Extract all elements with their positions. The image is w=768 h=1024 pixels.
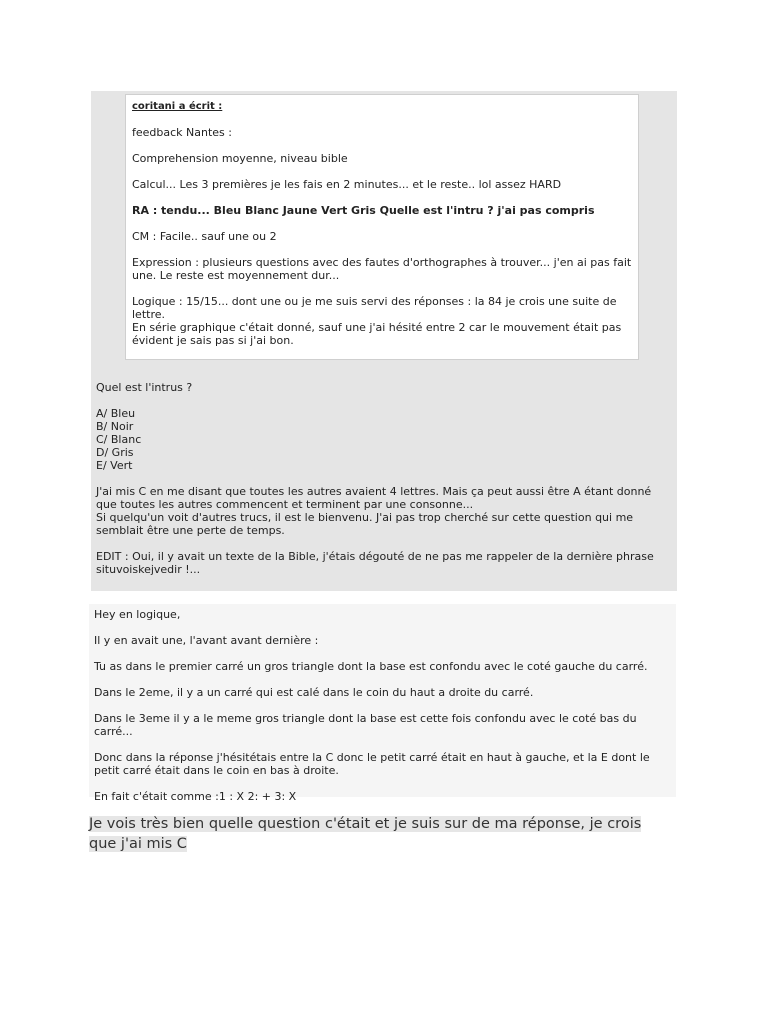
post-line: Hey en logique, xyxy=(94,608,181,621)
post-line: Dans le 2eme, il y a un carré qui est calé dans le coin du haut a droite du carré. xyxy=(94,686,534,699)
post-body xyxy=(96,381,674,589)
reply-text xyxy=(89,814,671,854)
edit-note: EDIT : Oui, il y avait un texte de la Bible, j'étais dégouté de ne pas me rappeler de la dernière phrase situvoiskejvedir !... xyxy=(96,550,654,576)
answer-options: A/ Bleu B/ Noir C/ Blanc D/ Gris E/ Vert xyxy=(96,407,142,472)
post-line: En fait c'était comme :1 : X 2: + 3: X xyxy=(94,790,297,803)
answer-explanation: J'ai mis C en me disant que toutes les autres avaient 4 lettres. Mais ça peut aussi être A étant donné que toutes les autres commencent et terminent par une consonne... Si quelqu'un voit d'autres trucs, il est le bienvenu. J'ai pas trop cherché sur cette question qui me semblait être une perte de temps. xyxy=(96,485,652,537)
forum-post-screenshot xyxy=(91,91,677,591)
quote-line: Expression : plusieurs questions avec des fautes d'orthographes à trouver... j'en ai pas fait une. Le reste est moyennement dur... xyxy=(132,256,632,282)
quote-line: Comprehension moyenne, niveau bible xyxy=(132,152,348,165)
quote-line: CM : Facile.. sauf une ou 2 xyxy=(132,230,277,243)
post-line: Dans le 3eme il y a le meme gros triangle dont la base est cette fois confondu avec le coté bas du carré... xyxy=(94,712,637,738)
quote-line: Logique : 15/15... dont une ou je me suis servi des réponses : la 84 je crois une suite de lettre. En série graphique c'était donné, sauf une j'ai hésité entre 2 car le mouvement était pas évident je sais pas si j'ai bon. xyxy=(132,295,622,347)
forum-post-screenshot-2 xyxy=(89,604,676,803)
quote-line: feedback Nantes : xyxy=(132,126,232,139)
quote-author: coritani a écrit : xyxy=(132,101,223,112)
post-line: Il y en avait une, l'avant avant dernière : xyxy=(94,634,319,647)
question-text: Quel est l'intrus ? xyxy=(96,381,193,394)
post-line: Tu as dans le premier carré un gros triangle dont la base est confondu avec le coté gauche du carré. xyxy=(94,660,648,673)
post-line: Donc dans la réponse j'hésitétais entre la C donc le petit carré était en haut à gauche, et la E dont le petit carré était dans le coin en bas à droite. xyxy=(94,751,650,777)
quote-line: RA : tendu... Bleu Blanc Jaune Vert Gris Quelle est l'intru ? j'ai pas compris xyxy=(132,204,595,217)
quote-line: Calcul... Les 3 premières je les fais en 2 minutes... et le reste.. lol assez HARD xyxy=(132,178,562,191)
reply-highlight: Je vois très bien quelle question c'était et je suis sur de ma réponse, je crois que j'ai mis C xyxy=(89,816,642,852)
quote-box xyxy=(125,94,639,360)
cropped-edge xyxy=(91,588,677,591)
